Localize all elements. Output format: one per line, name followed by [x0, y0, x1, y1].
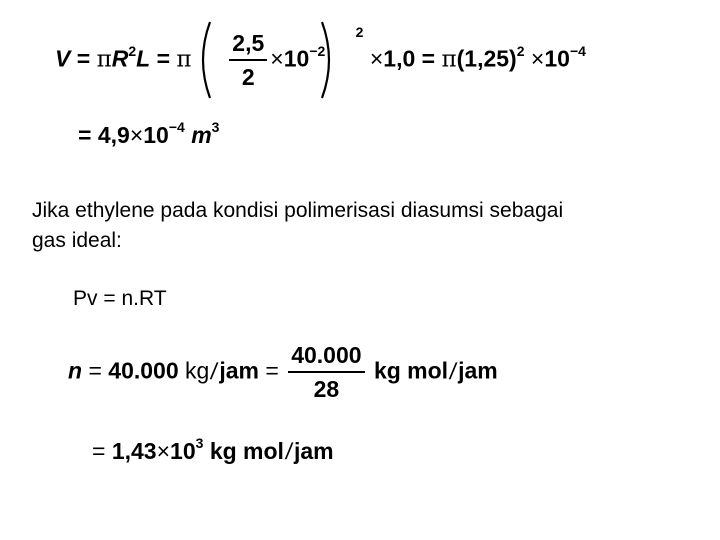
- fraction-numerator: 40.000: [288, 344, 364, 373]
- var-n: n: [68, 357, 83, 384]
- unit-kg-mol: kg mol: [209, 438, 284, 464]
- paragraph-line-2: gas ideal:: [32, 229, 122, 252]
- ten-exponent: −2: [309, 42, 326, 59]
- ten: 10: [170, 438, 196, 464]
- equation-moles: [68, 344, 498, 401]
- equation-volume-result: [78, 119, 220, 148]
- var-l: L: [136, 45, 151, 72]
- ten: 10: [544, 45, 570, 72]
- result-value: 4,9: [97, 122, 130, 148]
- divide-slash: /: [209, 357, 220, 384]
- equals-sign: =: [265, 357, 279, 384]
- equals-sign: =: [92, 438, 106, 464]
- times-sign: ×: [530, 45, 545, 72]
- mass-flow-value: 40.000: [108, 357, 179, 384]
- factor: 1,0: [383, 45, 416, 72]
- divide-slash: /: [448, 357, 459, 384]
- times-sign: ×: [129, 122, 144, 148]
- r-exponent: 2: [128, 42, 137, 59]
- fraction-denominator: 28: [313, 376, 340, 402]
- times-sign: ×: [369, 45, 384, 72]
- inner-value: (1,25): [456, 45, 517, 72]
- unit-kg-mol: kg mol: [373, 357, 449, 384]
- unit-jam: jam: [219, 357, 259, 384]
- unit-jam: jam: [458, 357, 498, 384]
- unit-m: m: [191, 122, 212, 148]
- equals-sign: =: [156, 45, 170, 72]
- unit-exponent: 3: [211, 119, 220, 135]
- left-large-paren: [194, 20, 214, 100]
- pi-symbol: π: [176, 46, 192, 73]
- equals-sign: =: [76, 45, 91, 72]
- equals-sign: =: [78, 122, 92, 148]
- var-r: R: [111, 45, 129, 72]
- paragraph-line-1: Jika ethylene pada kondisi polimerisasi diasumsi sebagai: [32, 199, 564, 222]
- times-sign: ×: [270, 45, 284, 72]
- ten: 10: [283, 45, 310, 72]
- ten: 10: [143, 122, 169, 148]
- unit-jam: jam: [293, 438, 334, 464]
- fraction: [288, 344, 364, 401]
- paren-exponent: 2: [355, 23, 364, 40]
- right-large-paren: [318, 20, 338, 100]
- ideal-gas-formula: Pv = n.RT: [73, 287, 167, 310]
- ten-exponent: −4: [168, 119, 185, 135]
- divide-slash: /: [283, 438, 295, 464]
- ten-exponent: 3: [195, 435, 204, 451]
- result-value: 1,43: [111, 438, 157, 464]
- pi-symbol: π: [441, 46, 457, 73]
- times-sign: ×: [156, 438, 171, 464]
- equals-sign: =: [421, 45, 436, 72]
- inner-exponent: 2: [516, 42, 525, 59]
- equals-sign: =: [88, 357, 102, 384]
- fraction: [229, 32, 267, 89]
- var-v: V: [55, 45, 71, 72]
- equation-moles-result: [92, 435, 334, 464]
- pi-symbol: π: [96, 46, 112, 73]
- fraction-denominator: 2: [241, 64, 255, 90]
- ten-exponent: −4: [569, 42, 586, 59]
- unit-kg: kg: [185, 357, 210, 384]
- fraction-numerator: 2,5: [229, 32, 267, 61]
